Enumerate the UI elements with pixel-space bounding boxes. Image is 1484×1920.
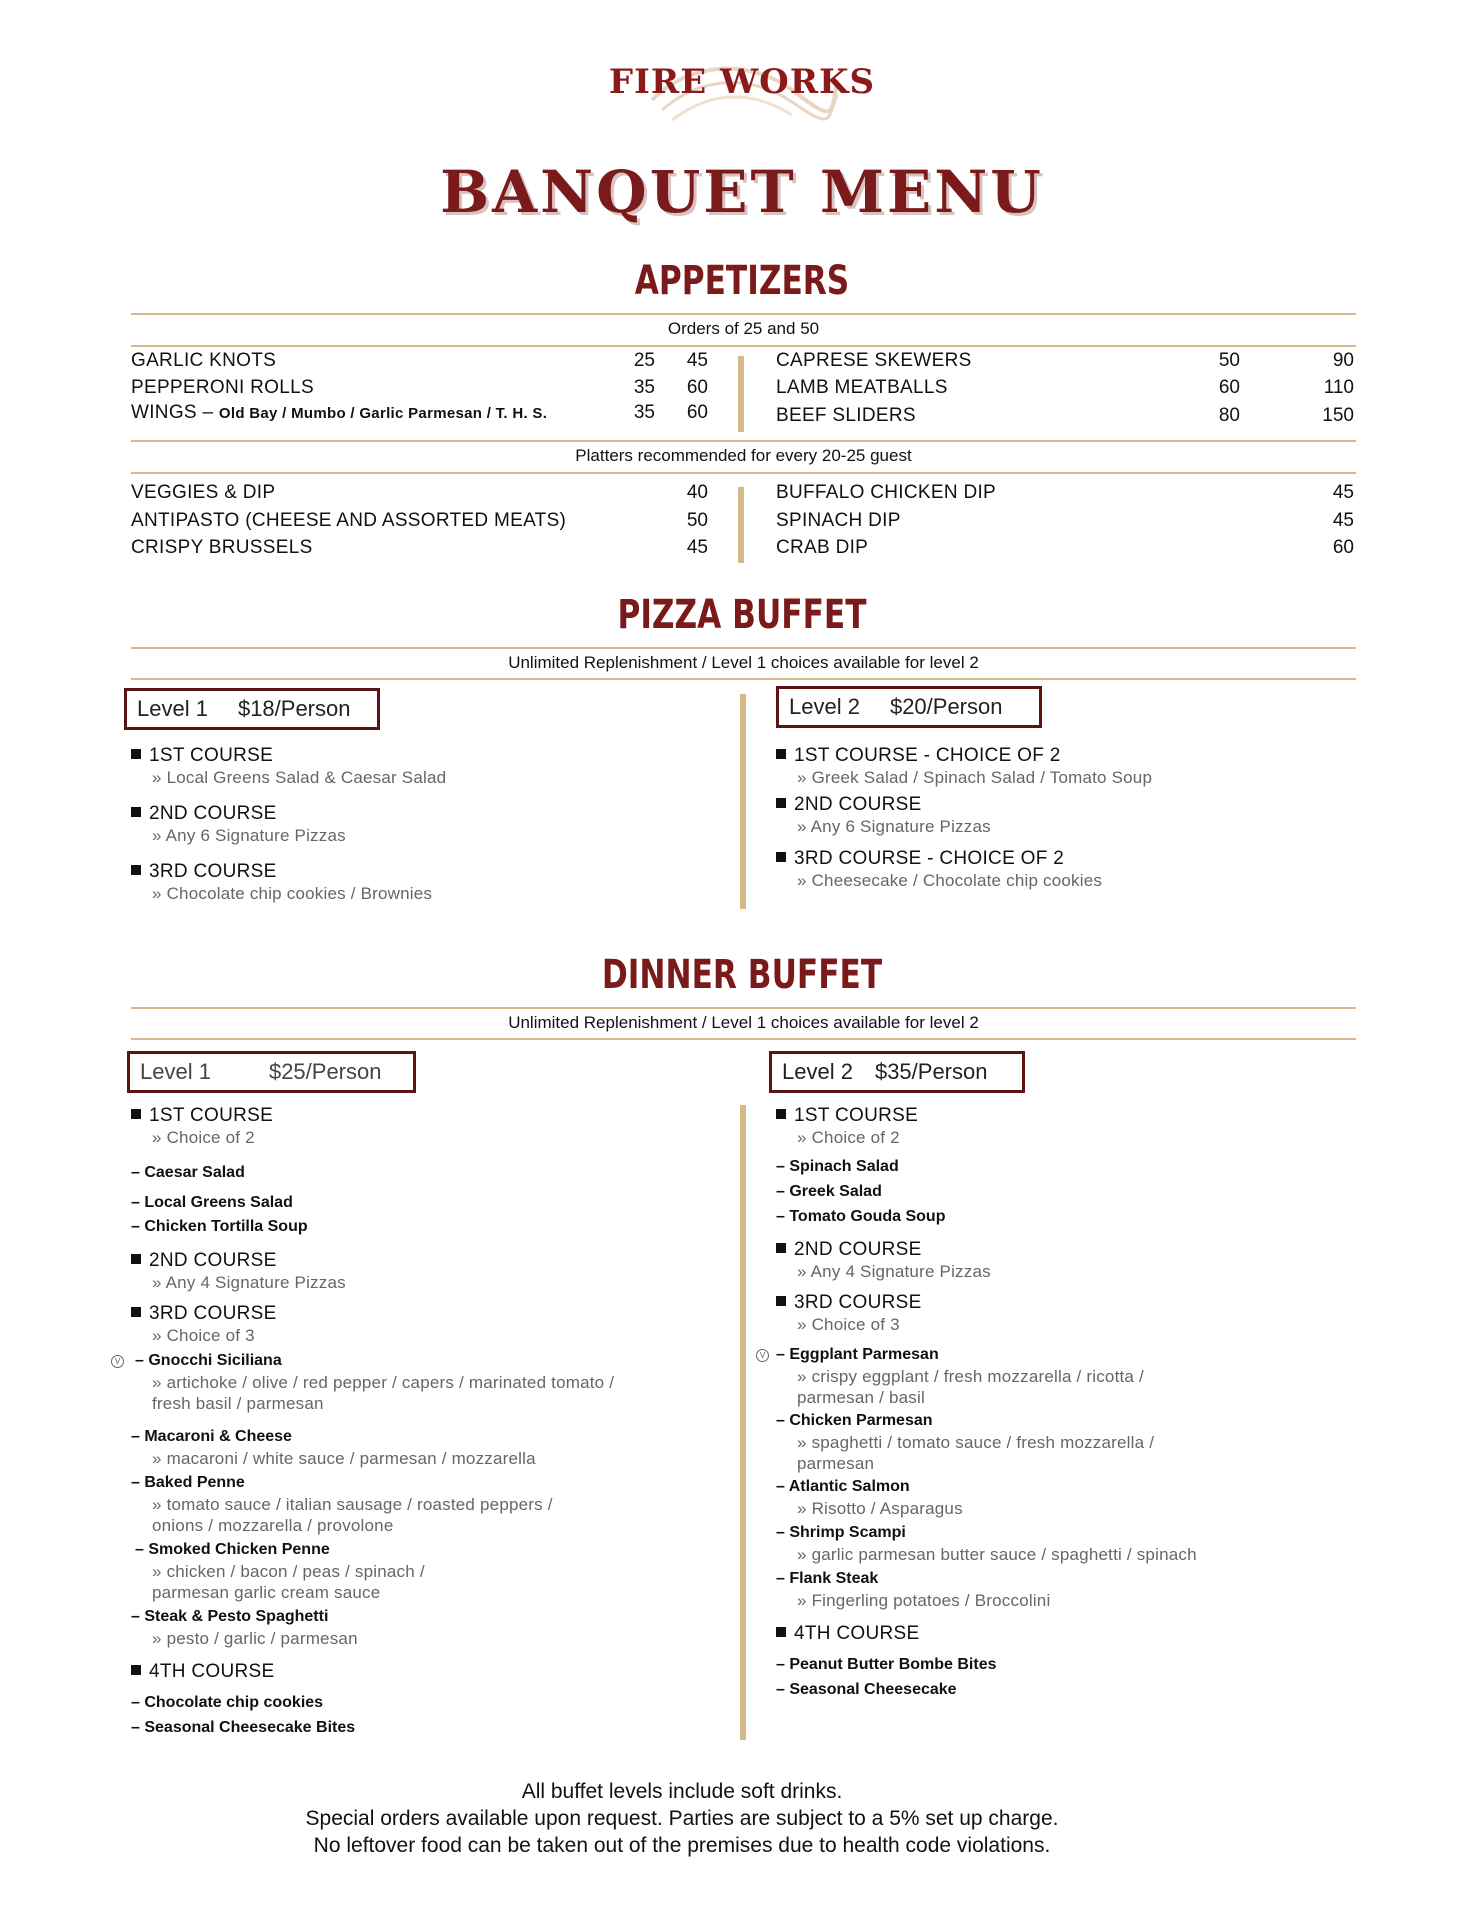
menu-item: BUFFALO CHICKEN DIP bbox=[776, 482, 997, 503]
level-price: $25/Person bbox=[268, 1059, 382, 1084]
bullet-square-icon bbox=[776, 1109, 786, 1119]
divider bbox=[131, 1007, 1356, 1009]
menu-item: LAMB MEATBALLS bbox=[776, 377, 948, 398]
dish: – Chicken Tortilla Soup bbox=[131, 1218, 308, 1235]
price-50: 90 bbox=[1332, 350, 1354, 371]
dish: – Chocolate chip cookies bbox=[131, 1694, 324, 1711]
level-label: Level 1 bbox=[140, 1059, 211, 1084]
bullet-square-icon bbox=[131, 1307, 141, 1317]
dish-detail: parmesan garlic cream sauce bbox=[152, 1583, 381, 1602]
orders-note: Orders of 25 and 50 bbox=[667, 319, 820, 338]
dish-detail: » Fingerling potatoes / Broccolini bbox=[797, 1591, 1051, 1610]
course-detail: » Cheesecake / Chocolate chip cookies bbox=[797, 871, 1103, 890]
menu-item: CAPRESE SKEWERS bbox=[776, 350, 972, 371]
price-50: 60 bbox=[686, 377, 708, 398]
dish: – Flank Steak bbox=[776, 1570, 879, 1587]
menu-item: VEGGIES & DIP bbox=[131, 482, 276, 503]
course-heading: 3RD COURSE bbox=[131, 861, 277, 883]
dish: – Greek Salad bbox=[776, 1183, 882, 1200]
bullet-square-icon bbox=[131, 1254, 141, 1264]
divider bbox=[131, 647, 1356, 649]
dinner-level-2-badge bbox=[769, 1051, 1025, 1093]
course-heading: 2ND COURSE bbox=[131, 803, 277, 825]
bullet-square-icon bbox=[776, 1243, 786, 1253]
course-detail: » Any 6 Signature Pizzas bbox=[797, 817, 991, 836]
bullet-square-icon bbox=[776, 852, 786, 862]
course-heading: 3RD COURSE bbox=[131, 1303, 277, 1325]
course-heading: 1ST COURSE - CHOICE OF 2 bbox=[776, 745, 1061, 767]
dish: – Chicken Parmesan bbox=[776, 1412, 933, 1429]
menu-item bbox=[131, 402, 547, 424]
footer-line-2: Special orders available upon request. Parties are subject to a 5% set up charge. bbox=[305, 1807, 1059, 1830]
course-detail: » Any 4 Signature Pizzas bbox=[152, 1273, 346, 1292]
divider bbox=[131, 1038, 1356, 1040]
bullet-square-icon bbox=[131, 749, 141, 759]
price-50: 60 bbox=[686, 402, 708, 423]
menu-item: CRAB DIP bbox=[776, 537, 869, 558]
dish: – Smoked Chicken Penne bbox=[135, 1541, 330, 1558]
price-25: 60 bbox=[1218, 377, 1240, 398]
vegetarian-icon: V bbox=[756, 1349, 769, 1362]
dish: – Shrimp Scampi bbox=[776, 1524, 906, 1541]
pizza-level-2-badge bbox=[776, 686, 1042, 728]
vegetarian-icon: V bbox=[111, 1355, 124, 1368]
menu-item-name: WINGS – bbox=[131, 402, 219, 423]
course-detail: » Chocolate chip cookies / Brownies bbox=[152, 884, 433, 903]
price-50: 150 bbox=[1322, 405, 1354, 426]
dish-detail: » pesto / garlic / parmesan bbox=[152, 1629, 358, 1648]
dish: – Peanut Butter Bombe Bites bbox=[776, 1656, 997, 1673]
course-heading: 1ST COURSE bbox=[131, 1105, 273, 1127]
course-detail: » Choice of 3 bbox=[797, 1315, 900, 1334]
column-divider bbox=[738, 356, 744, 432]
price: 45 bbox=[686, 537, 708, 558]
dish-detail: parmesan bbox=[797, 1454, 875, 1473]
course-detail: » Any 4 Signature Pizzas bbox=[797, 1262, 991, 1281]
course-heading: 3RD COURSE bbox=[776, 1292, 922, 1314]
appetizers-title: APPETIZERS bbox=[634, 258, 850, 304]
bullet-square-icon bbox=[131, 807, 141, 817]
bullet-square-icon bbox=[776, 749, 786, 759]
pizza-level-1-badge bbox=[124, 688, 380, 730]
dish-detail: parmesan / basil bbox=[797, 1388, 925, 1407]
dish: – Eggplant Parmesan bbox=[776, 1346, 939, 1363]
menu-item: ANTIPASTO (CHEESE AND ASSORTED MEATS) bbox=[131, 510, 567, 531]
course-detail: » Greek Salad / Spinach Salad / Tomato Soup bbox=[797, 768, 1153, 787]
dish: – Baked Penne bbox=[131, 1474, 245, 1491]
divider bbox=[131, 678, 1356, 680]
course-detail: » Choice of 2 bbox=[152, 1128, 255, 1147]
dish-detail: » chicken / bacon / peas / spinach / bbox=[152, 1562, 425, 1581]
course-heading: 2ND COURSE bbox=[776, 1239, 922, 1261]
course-heading: 1ST COURSE bbox=[776, 1105, 918, 1127]
dish: – Macaroni & Cheese bbox=[131, 1428, 292, 1445]
bullet-square-icon bbox=[776, 1296, 786, 1306]
bullet-square-icon bbox=[131, 865, 141, 875]
price-50: 110 bbox=[1323, 377, 1354, 398]
price: 45 bbox=[1332, 510, 1354, 531]
dish: – Atlantic Salmon bbox=[776, 1478, 910, 1495]
course-heading: 1ST COURSE bbox=[131, 745, 273, 767]
price-25: 50 bbox=[1218, 350, 1240, 371]
dish: – Local Greens Salad bbox=[131, 1194, 293, 1211]
divider bbox=[131, 313, 1356, 315]
brand-logo bbox=[0, 62, 1484, 102]
dish-detail: » garlic parmesan butter sauce / spaghetti / spinach bbox=[797, 1545, 1197, 1564]
course-heading: 4TH COURSE bbox=[776, 1623, 919, 1645]
dinner-buffet-title: DINNER BUFFET bbox=[601, 952, 883, 998]
divider bbox=[131, 345, 1356, 347]
course-detail: » Any 6 Signature Pizzas bbox=[152, 826, 346, 845]
level-label: Level 2 bbox=[789, 694, 860, 719]
price: 50 bbox=[686, 510, 708, 531]
bullet-square-icon bbox=[131, 1109, 141, 1119]
price-50: 45 bbox=[686, 350, 708, 371]
price: 40 bbox=[686, 482, 708, 503]
column-divider bbox=[738, 487, 744, 563]
level-price: $20/Person bbox=[889, 694, 1003, 719]
dinner-note: Unlimited Replenishment / Level 1 choices available for level 2 bbox=[508, 1013, 979, 1032]
dish-detail: » tomato sauce / italian sausage / roasted peppers / bbox=[152, 1495, 553, 1514]
course-detail: » Local Greens Salad & Caesar Salad bbox=[152, 768, 447, 787]
wing-flavors: Old Bay / Mumbo / Garlic Parmesan / T. H. S. bbox=[218, 405, 548, 422]
divider bbox=[131, 472, 1356, 474]
course-heading: 2ND COURSE bbox=[131, 1250, 277, 1272]
pizza-buffet-title: PIZZA BUFFET bbox=[617, 592, 867, 638]
dish-detail: » artichoke / olive / red pepper / capers / marinated tomato / bbox=[152, 1373, 615, 1392]
brand-name: FIRE WORKS bbox=[608, 62, 876, 102]
price-25: 35 bbox=[633, 377, 655, 398]
dish-detail: » macaroni / white sauce / parmesan / mozzarella bbox=[152, 1449, 536, 1468]
dish: – Seasonal Cheesecake bbox=[776, 1681, 957, 1698]
level-price: $35/Person bbox=[874, 1059, 988, 1084]
dish: – Tomato Gouda Soup bbox=[776, 1208, 946, 1225]
level-label: Level 2 bbox=[782, 1059, 853, 1084]
pizza-note: Unlimited Replenishment / Level 1 choices available for level 2 bbox=[508, 653, 979, 672]
course-detail: » Choice of 3 bbox=[152, 1326, 255, 1345]
menu-item: GARLIC KNOTS bbox=[131, 350, 277, 371]
dinner-level-1-badge bbox=[127, 1051, 416, 1093]
menu-item: CRISPY BRUSSELS bbox=[131, 537, 313, 558]
course-heading: 3RD COURSE - CHOICE OF 2 bbox=[776, 848, 1064, 870]
price-25: 80 bbox=[1218, 405, 1240, 426]
price: 60 bbox=[1332, 537, 1354, 558]
divider bbox=[131, 440, 1356, 442]
course-heading: 4TH COURSE bbox=[131, 1661, 274, 1683]
dish: – Caesar Salad bbox=[131, 1164, 245, 1181]
page-title: BANQUET MENU bbox=[440, 158, 1044, 226]
menu-item: BEEF SLIDERS bbox=[776, 405, 916, 426]
bullet-square-icon bbox=[131, 1665, 141, 1675]
dish-detail: » spaghetti / tomato sauce / fresh mozzarella / bbox=[797, 1433, 1155, 1452]
dish: – Steak & Pesto Spaghetti bbox=[131, 1608, 329, 1625]
dish-detail: » Risotto / Asparagus bbox=[797, 1499, 963, 1518]
column-divider bbox=[740, 694, 746, 909]
menu-item: SPINACH DIP bbox=[776, 510, 901, 531]
price-25: 25 bbox=[633, 350, 655, 371]
level-label: Level 1 bbox=[137, 696, 208, 721]
platters-note: Platters recommended for every 20-25 guest bbox=[575, 446, 912, 465]
dish-detail: » crispy eggplant / fresh mozzarella / ricotta / bbox=[797, 1367, 1144, 1386]
bullet-square-icon bbox=[776, 798, 786, 808]
dish: – Seasonal Cheesecake Bites bbox=[131, 1719, 356, 1736]
course-heading: 2ND COURSE bbox=[776, 794, 922, 816]
dish: – Gnocchi Siciliana bbox=[135, 1352, 282, 1369]
level-price: $18/Person bbox=[237, 696, 351, 721]
course-detail: » Choice of 2 bbox=[797, 1128, 900, 1147]
footer-line-1: All buffet levels include soft drinks. bbox=[521, 1780, 843, 1803]
dish-detail: fresh basil / parmesan bbox=[152, 1394, 324, 1413]
dish-detail: onions / mozzarella / provolone bbox=[152, 1516, 394, 1535]
menu-item: PEPPERONI ROLLS bbox=[131, 377, 314, 398]
footer-line-3: No leftover food can be taken out of the premises due to health code violations. bbox=[313, 1834, 1051, 1857]
price-25: 35 bbox=[633, 402, 655, 423]
dish: – Spinach Salad bbox=[776, 1158, 899, 1175]
price: 45 bbox=[1332, 482, 1354, 503]
column-divider bbox=[740, 1105, 746, 1740]
bullet-square-icon bbox=[776, 1627, 786, 1637]
